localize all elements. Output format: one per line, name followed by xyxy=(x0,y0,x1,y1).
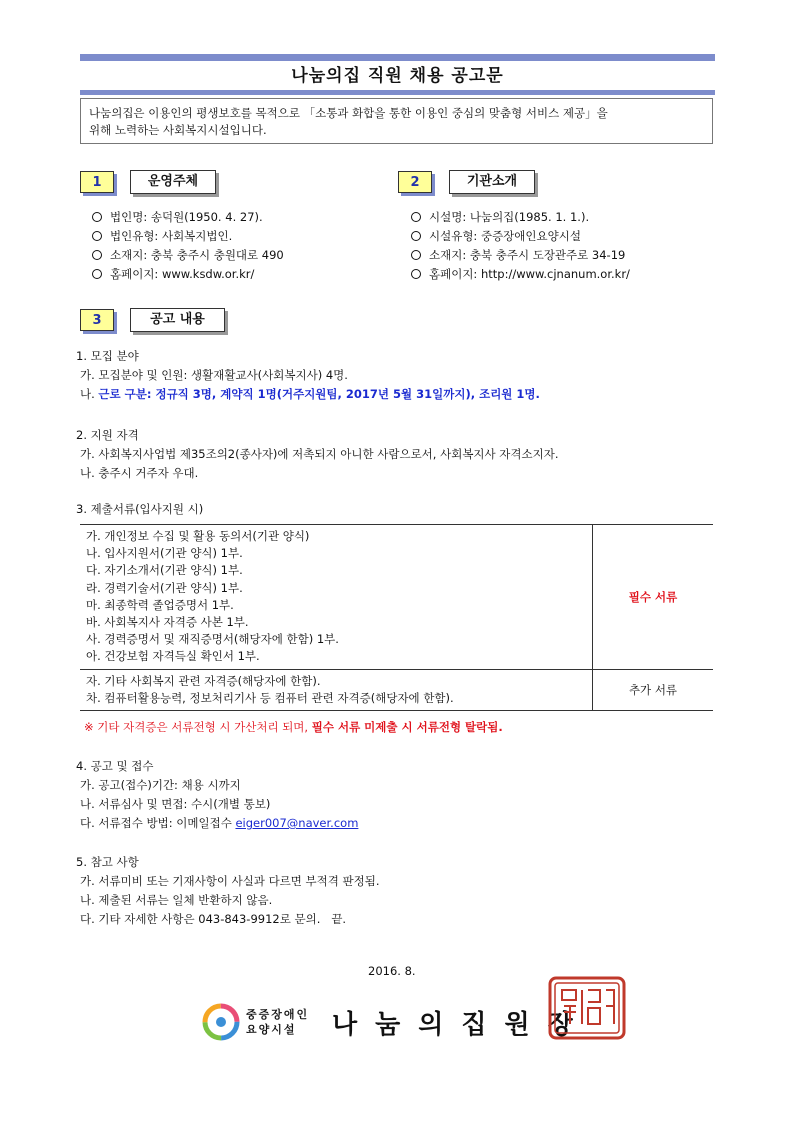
list-item: 사. 경력증명서 및 재직증명서(해당자에 한함) 1부. xyxy=(86,632,339,647)
section-1-number: 1 xyxy=(80,171,114,193)
notice-item-a: 가. 공고(접수)기간: 채용 시까지 xyxy=(80,778,241,792)
section-1-info xyxy=(92,208,284,284)
circle-bullet-icon xyxy=(411,250,421,260)
table-row xyxy=(80,669,713,710)
document-date: 2016. 8. xyxy=(368,964,416,978)
notice-section xyxy=(76,757,358,833)
notice-item-c: 다. 서류접수 방법: 이메일접수 eiger007@naver.com xyxy=(80,816,359,830)
recruit-heading: 1. 모집 분야 xyxy=(76,349,139,363)
section-3-number: 3 xyxy=(80,309,114,331)
list-item: 차. 컴퓨터활용능력, 정보처리기사 등 컴퓨터 관련 자격증(해당자에 한함). xyxy=(86,690,454,705)
documents-heading: 3. 제출서류(입사지원 시) xyxy=(76,502,204,516)
list-item: 가. 개인정보 수집 및 활용 동의서(기관 양식) xyxy=(86,529,310,543)
circle-bullet-icon xyxy=(92,212,102,222)
section-3-label: 공고 내용 xyxy=(130,308,225,332)
info-item: 소재지: 충북 충주시 도장관주로 34-19 xyxy=(411,246,630,265)
employment-type-text: 근로 구분: 정규직 3명, 계약직 1명(거주지원팀, 2017년 5월 31일까지), 조리원 1명. xyxy=(98,387,540,401)
notice-heading: 4. 공고 및 접수 xyxy=(76,759,154,773)
section-2-number: 2 xyxy=(398,171,432,193)
circle-bullet-icon xyxy=(92,231,102,241)
section-2-label: 기관소개 xyxy=(449,170,535,194)
list-item: 아. 건강보험 자격득실 확인서 1부. xyxy=(86,649,260,664)
documents-note: ※ 기타 자격증은 서류전형 시 가산처리 되며, 필수 서류 미제출 시 서류전형 탈락됨. xyxy=(84,720,503,734)
info-item: 법인유형: 사회복지법인. xyxy=(92,227,284,246)
intro-line-1: 나눔의집은 이용인의 평생보호를 목적으로 「소통과 화합을 통한 이용인 중심의 맞춤형 서비스 제공」을 xyxy=(89,106,608,120)
info-item: 홈페이지: www.ksdw.or.kr/ xyxy=(92,265,284,284)
qualification-item-b: 나. 충주시 거주자 우대. xyxy=(80,466,199,480)
required-documents-label: 필수 서류 xyxy=(593,525,714,670)
section-2-info xyxy=(411,208,630,284)
info-item: 홈페이지: http://www.cjnanum.or.kr/ xyxy=(411,265,630,284)
recruit-section xyxy=(76,347,540,404)
signatory-name: 나눔의집원장 xyxy=(332,1010,591,1040)
qualification-section xyxy=(76,426,559,483)
reference-item-b: 나. 제출된 서류는 일체 반환하지 않음. xyxy=(80,893,273,907)
reference-item-c: 다. 기타 자세한 사항은 043-843-9912로 문의. 끝. xyxy=(80,912,347,926)
circle-bullet-icon xyxy=(92,269,102,279)
info-item: 시설명: 나눔의집(1985. 1. 1.). xyxy=(411,208,630,227)
recruit-item-b: 나. 근로 구분: 정규직 3명, 계약직 1명(거주지원팀, 2017년 5월 31일까지), 조리원 1명. xyxy=(80,387,540,401)
section-1-label: 운영주체 xyxy=(130,170,216,194)
header-bottom-bar xyxy=(80,90,715,95)
intro-box xyxy=(80,98,713,144)
list-item: 자. 기타 사회복지 관련 자격증(해당자에 한함). xyxy=(86,673,321,688)
recruit-item-a: 가. 모집분야 및 인원: 생활재활교사(사회복지사) 4명. xyxy=(80,368,348,382)
list-item: 라. 경력기술서(기관 양식) 1부. xyxy=(86,580,243,595)
extra-documents-label: 추가 서류 xyxy=(593,669,714,710)
circle-bullet-icon xyxy=(411,269,421,279)
list-item: 나. 입사지원서(기관 양식) 1부. xyxy=(86,546,243,561)
official-seal xyxy=(548,976,626,1040)
info-item: 시설유형: 중증장애인요양시설 xyxy=(411,227,630,246)
facility-logo-icon xyxy=(202,1003,240,1041)
list-item: 마. 최종학력 졸업증명서 1부. xyxy=(86,597,234,612)
documents-table xyxy=(80,524,713,711)
info-item: 법인명: 송덕원(1950. 4. 27). xyxy=(92,208,284,227)
circle-bullet-icon xyxy=(411,212,421,222)
page-title: 나눔의집 직원 채용 공고문 xyxy=(291,66,504,86)
list-item: 바. 사회복지사 자격증 사본 1부. xyxy=(86,615,249,630)
header-top-bar xyxy=(80,54,715,61)
list-item: 다. 자기소개서(기관 양식) 1부. xyxy=(86,563,243,578)
circle-bullet-icon xyxy=(92,250,102,260)
notice-item-b: 나. 서류심사 및 면접: 수시(개별 통보) xyxy=(80,797,271,811)
table-row xyxy=(80,525,713,670)
facility-type-text: 중증장애인 요양시설 xyxy=(246,1008,310,1036)
extra-documents-list xyxy=(80,669,593,710)
circle-bullet-icon xyxy=(411,231,421,241)
qualification-item-a: 가. 사회복지사업법 제35조의2(종사자)에 저촉되지 아니한 사람으로서, 사회복지사 자격소지자. xyxy=(80,447,559,461)
reference-section xyxy=(76,853,380,929)
intro-line-2: 위해 노력하는 사회복지시설입니다. xyxy=(89,123,267,137)
required-documents-list xyxy=(80,525,593,670)
info-item: 소재지: 충북 충주시 충원대로 490 xyxy=(92,246,284,265)
reference-item-a: 가. 서류미비 또는 기재사항이 사실과 다르면 부적격 판정됨. xyxy=(80,874,380,888)
qualification-heading: 2. 지원 자격 xyxy=(76,428,139,442)
reference-heading: 5. 참고 사항 xyxy=(76,855,139,869)
email-link[interactable]: eiger007@naver.com xyxy=(235,816,359,830)
